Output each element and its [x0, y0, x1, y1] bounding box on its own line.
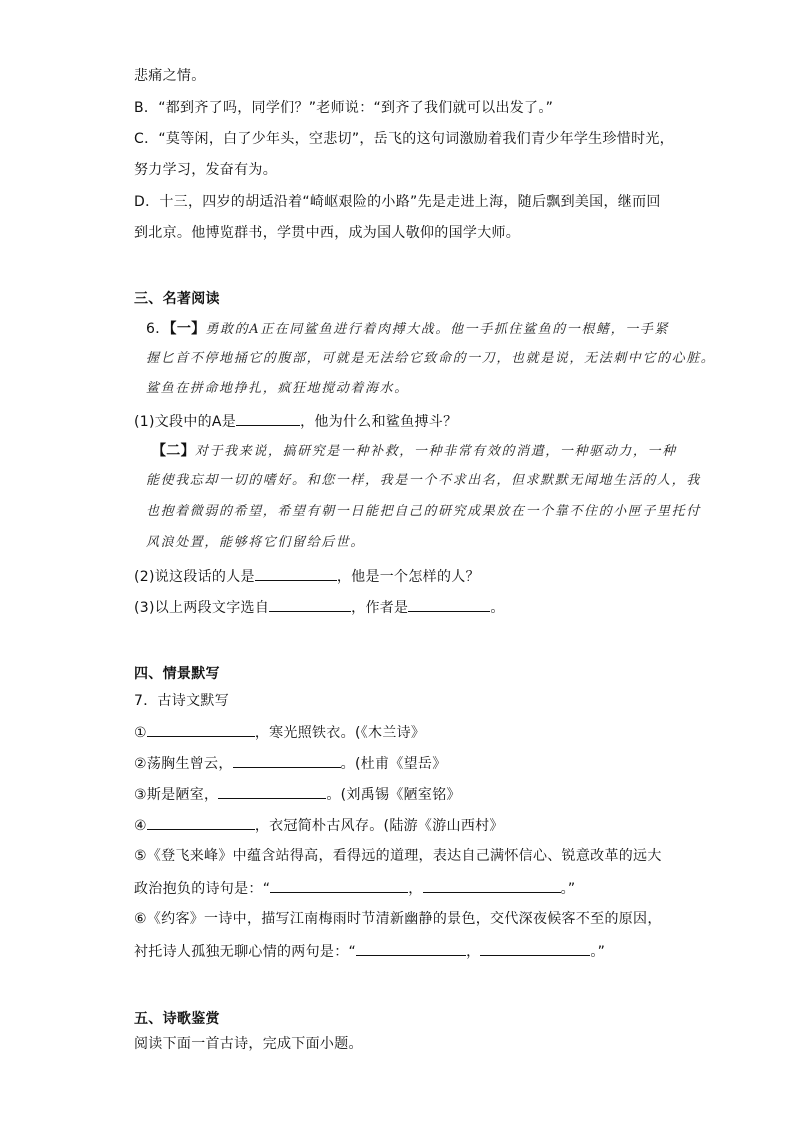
- answer-blank[interactable]: [480, 940, 590, 956]
- passage-2-line1: [152, 441, 677, 462]
- question-3: [134, 596, 505, 618]
- question-1-suffix: ，他为什么和鲨鱼搏斗？: [300, 414, 458, 430]
- question-number: 6．: [146, 321, 170, 337]
- question-7: 7．古诗文默写: [134, 693, 230, 709]
- answer-blank[interactable]: [233, 752, 341, 768]
- passage-2-line2: 能使我忘却一切的嗜好。和您一样，我是一个不求出名，但求默默无闻地生活的人，我: [146, 473, 701, 488]
- question-3-suffix: 。: [490, 600, 505, 616]
- answer-blank[interactable]: [236, 410, 300, 426]
- item-source: 。(杜甫《望岳》: [340, 756, 447, 772]
- passage-tag-2: 【二】: [152, 443, 195, 459]
- item-text: 政治抱负的诗句是：“: [134, 881, 271, 897]
- option-a-continuation: 悲痛之情。: [134, 68, 206, 84]
- question-3-middle: ，作者是: [351, 600, 409, 616]
- dictation-item-6-line2: [134, 940, 605, 962]
- question-3-prefix: (3)以上两段文字选自: [134, 600, 270, 616]
- answer-blank[interactable]: [255, 565, 337, 581]
- passage-2-line3: 也抱着微弱的希望，希望有朝一日能把自己的研究成果放在一个靠不住的小匣子里托付: [146, 504, 701, 519]
- passage-1-line1: [146, 319, 669, 340]
- item-source: 。(刘禹锡《陋室铭》: [326, 787, 461, 803]
- item-text: ②荡胸生曾云，: [134, 756, 233, 772]
- option-c-line1: C．“莫等闲，白了少年头，空悲切”，岳飞的这句词激励着我们青少年学生珍惜时光，: [134, 131, 674, 147]
- passage-2-text: 对于我来说，搞研究是一种补救，一种非常有效的消遣，一种驱动力，一种: [194, 444, 677, 459]
- option-b: B．“都到齐了吗，同学们？”老师说：“到齐了我们就可以出发了。”: [134, 100, 554, 116]
- answer-blank[interactable]: [423, 877, 561, 893]
- option-c-line2: 努力学习，发奋有为。: [134, 162, 277, 178]
- item-marker: ④: [134, 818, 147, 834]
- item-text: ，衣冠简朴古风存。(陆游《游山西村》: [254, 818, 504, 834]
- dictation-item-1: [134, 721, 425, 743]
- item-comma: ，: [408, 881, 423, 897]
- passage-1-text: 勇敢的A正在同鲨鱼进行着肉搏大战。他一手抓住鲨鱼的一根鳍，一手紧: [205, 322, 670, 337]
- item-end: 。”: [560, 881, 576, 897]
- answer-blank[interactable]: [356, 940, 466, 956]
- answer-blank[interactable]: [270, 877, 408, 893]
- dictation-item-3: [134, 783, 461, 805]
- item-text: ③斯是陋室，: [134, 787, 219, 803]
- section-5-intro: 阅读下面一首古诗，完成下面小题。: [134, 1036, 363, 1052]
- dictation-item-6-line1: ⑥《约客》一诗中，描写江南梅雨时节清新幽静的景色，交代深夜候客不至的原因，: [134, 911, 662, 927]
- passage-2-line4: 风浪处置，能够将它们留给后世。: [146, 535, 366, 550]
- option-d-line1: D．十三，四岁的胡适沿着“崎岖艰险的小路”先是走进上海，随后飘到美国，继而回: [134, 194, 661, 210]
- item-end: 。”: [590, 944, 606, 960]
- question-2: [134, 565, 480, 587]
- question-1: [134, 410, 457, 432]
- answer-blank[interactable]: [147, 721, 255, 737]
- section-heading-dictation: 四、情景默写: [134, 666, 220, 682]
- item-text: 衬托诗人孤独无聊心情的两句是：“: [134, 944, 357, 960]
- question-2-suffix: ，他是一个怎样的人？: [336, 569, 480, 585]
- dictation-item-2: [134, 752, 447, 774]
- item-marker: ①: [134, 725, 147, 741]
- item-comma: ，: [466, 944, 481, 960]
- item-text: ，寒光照铁衣。(《木兰诗》: [254, 725, 426, 741]
- dictation-item-5-line2: [134, 877, 575, 899]
- answer-blank[interactable]: [269, 596, 351, 612]
- section-heading-classics: 三、名著阅读: [134, 291, 220, 307]
- answer-blank[interactable]: [408, 596, 490, 612]
- passage-tag-1: 【一】: [169, 321, 206, 337]
- answer-blank[interactable]: [147, 814, 255, 830]
- passage-1-line2: 握匕首不停地捅它的腹部，可就是无法给它致命的一刀，也就是说，无法刺中它的心脏。: [146, 351, 716, 366]
- dictation-item-5-line1: ⑤《登飞来峰》中蕴含站得高，看得远的道理，表达自己满怀信心、锐意改革的远大: [134, 848, 662, 864]
- question-1-prefix: (1)文段中的A是: [134, 414, 237, 430]
- section-heading-poetry: 五、诗歌鉴赏: [134, 1011, 220, 1027]
- question-2-prefix: (2)说这段话的人是: [134, 569, 255, 585]
- answer-blank[interactable]: [218, 783, 326, 799]
- passage-1-line3: 鲨鱼在拼命地挣扎，疯狂地搅动着海水。: [146, 381, 409, 396]
- dictation-item-4: [134, 814, 504, 836]
- option-d-line2: 到北京。他博览群书，学贯中西，成为国人敬仰的国学大师。: [134, 225, 521, 241]
